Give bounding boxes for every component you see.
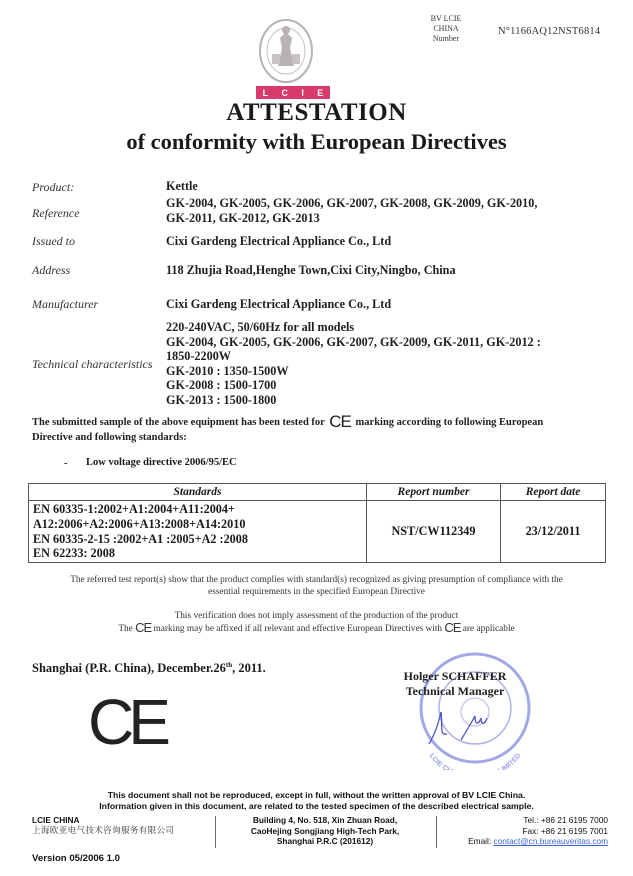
header-report-number: Report number — [367, 484, 501, 501]
signatory — [390, 669, 520, 699]
stamp-text: LCIE C IMITED — [427, 752, 523, 770]
technical-line: GK-2008 : 1500-1700 — [166, 378, 277, 392]
footer-address-line: CaoHejing Songjiang High-Tech Park, — [250, 825, 400, 836]
technical-line: GK-2004, GK-2005, GK-2006, GK-2007, GK-2009, GK-2011, GK-2012 : — [166, 334, 541, 349]
note-line: The referred test report(s) show that the product complies with standard(s) recognized as giving presumption of compliance with the — [70, 575, 563, 585]
footer-company-name: LCIE CHINA — [32, 815, 80, 825]
technical-line: GK-2010 : 1350-1500W — [166, 363, 289, 378]
statement-text: The submitted sample of the above equipment has been tested for — [32, 417, 325, 428]
standard-line: EN 60335-2-15 :2002+A1 :2005+A2 :2008 — [33, 531, 248, 546]
bv-label-line: CHINA — [433, 24, 459, 33]
issued-to-label: Issued to — [32, 234, 75, 248]
ce-logo-icon: CE — [88, 686, 165, 758]
lcie-letter: I — [301, 87, 304, 98]
disclaimer — [0, 790, 633, 812]
note-line: This verification does not imply assessment of the production of the product — [174, 611, 459, 621]
standards-cell — [29, 501, 367, 563]
directive-text: Low voltage directive 2006/95/EC — [86, 457, 237, 468]
footer-divider — [215, 816, 216, 848]
technical-line: GK-2013 : 1500-1800 — [166, 392, 277, 407]
bv-number-label — [421, 14, 471, 44]
document-title: ATTESTATION — [226, 99, 407, 126]
note-text: The — [118, 624, 133, 634]
compliance-note — [0, 574, 633, 598]
reference-line: GK-2004, GK-2005, GK-2006, GK-2007, GK-2008, GK-2009, GK-2010, — [166, 196, 538, 210]
test-statement — [32, 414, 622, 445]
bullet-dash: - — [64, 458, 68, 469]
note-line — [0, 622, 633, 635]
standard-line: A12:2006+A2:2006+A13:2008+A14:2010 — [33, 516, 246, 531]
version-label: Version 05/2006 1.0 — [32, 853, 121, 864]
signatory-title: Technical Manager — [405, 684, 505, 698]
lcie-letter: E — [317, 87, 324, 98]
lcie-brand-bar — [256, 86, 330, 99]
signatory-name: Holger SCHAFFER — [403, 669, 507, 683]
product-label: Product: — [32, 180, 75, 194]
bv-label-line: BV LCIE — [430, 14, 462, 23]
technical-value — [166, 320, 541, 407]
disclaimer-line: This document shall not be reproduced, except in full, without the written approval of BV LCIE China. — [107, 790, 526, 800]
product-value: Kettle — [166, 179, 198, 193]
technical-line: 1850-2200W — [166, 349, 231, 363]
lcie-letter: L — [262, 87, 269, 98]
document-subtitle: of conformity with European Directives — [126, 129, 507, 154]
place-date-text: Shanghai (P.R. China), December.26 — [32, 661, 226, 676]
technical-line: 220-240VAC, 50/60Hz for all models — [166, 320, 355, 334]
report-number-cell: NST/CW112349 — [367, 501, 501, 563]
header-report-date: Report date — [501, 484, 606, 501]
lcie-letter: C — [281, 87, 289, 98]
footer-company — [32, 815, 212, 836]
note-text: marking may be affixed if all relevant and effective European Directives with — [153, 624, 443, 634]
certificate-number: N°1166AQ12NST6814 — [498, 26, 601, 37]
table-row — [29, 501, 606, 563]
bureau-veritas-logo — [258, 18, 314, 84]
note-line: essential requirements in the specified European Directive — [208, 587, 425, 597]
statement-text: marking according to following European — [355, 417, 544, 428]
issued-to-value: Cixi Gardeng Electrical Appliance Co., Ltd — [166, 234, 392, 248]
technical-label: Technical characteristics — [32, 357, 153, 371]
place-date — [32, 661, 266, 676]
footer-email-link[interactable]: contact@cn.bureauveritas.com — [493, 836, 608, 846]
footer-tel: Tel.: +86 21 6195 7000 — [523, 815, 608, 825]
standards-table — [28, 483, 606, 563]
statement-line-1 — [32, 414, 622, 430]
footer-company-cn: 上海欧亚电气技术咨询服务有限公司 — [32, 825, 175, 836]
statement-line-2: Directive and following standards: — [32, 432, 187, 443]
address-value: 118 Zhujia Road,Henghe Town,Cixi City,Ningbo, China — [166, 263, 456, 277]
report-date-cell: 23/12/2011 — [501, 501, 606, 563]
note-text: are applicable — [462, 624, 515, 634]
header-standards: Standards — [29, 484, 367, 501]
disclaimer-line: Information given in this document, are related to the tested specimen of the described electrical sample. — [99, 801, 534, 811]
manufacturer-value: Cixi Gardeng Electrical Appliance Co., Ltd — [166, 297, 392, 311]
ce-mark-icon: CE — [329, 412, 351, 431]
reference-value — [166, 196, 537, 225]
place-date-tail: , 2011. — [232, 661, 266, 676]
footer-address-line: Building 4, No. 518, Xin Zhuan Road, — [252, 815, 398, 825]
footer-contact — [440, 815, 608, 847]
verification-note — [0, 610, 633, 635]
bv-label-line: Number — [432, 34, 460, 43]
reference-line: GK-2011, GK-2012, GK-2013 — [166, 210, 320, 225]
footer-fax: Fax: +86 21 6195 7001 — [522, 825, 608, 836]
company-stamp — [415, 640, 535, 770]
date-ordinal: th — [225, 661, 233, 669]
standard-line: EN 60335-1:2002+A1:2004+A11:2004+ — [33, 502, 235, 516]
footer-divider — [436, 816, 437, 848]
footer-address-line: Shanghai P.R.C (201612) — [276, 836, 374, 846]
footer-address — [220, 815, 430, 847]
standard-line: EN 62233: 2008 — [33, 546, 115, 561]
reference-label: Reference — [32, 206, 80, 220]
ce-mark-icon: CE — [135, 620, 152, 635]
footer-email-label: Email: — [468, 836, 492, 846]
address-label: Address — [32, 263, 71, 277]
ce-mark-icon: CE — [444, 620, 461, 635]
manufacturer-label: Manufacturer — [32, 297, 99, 311]
footer-email-row — [440, 836, 608, 847]
table-header-row — [29, 484, 606, 501]
